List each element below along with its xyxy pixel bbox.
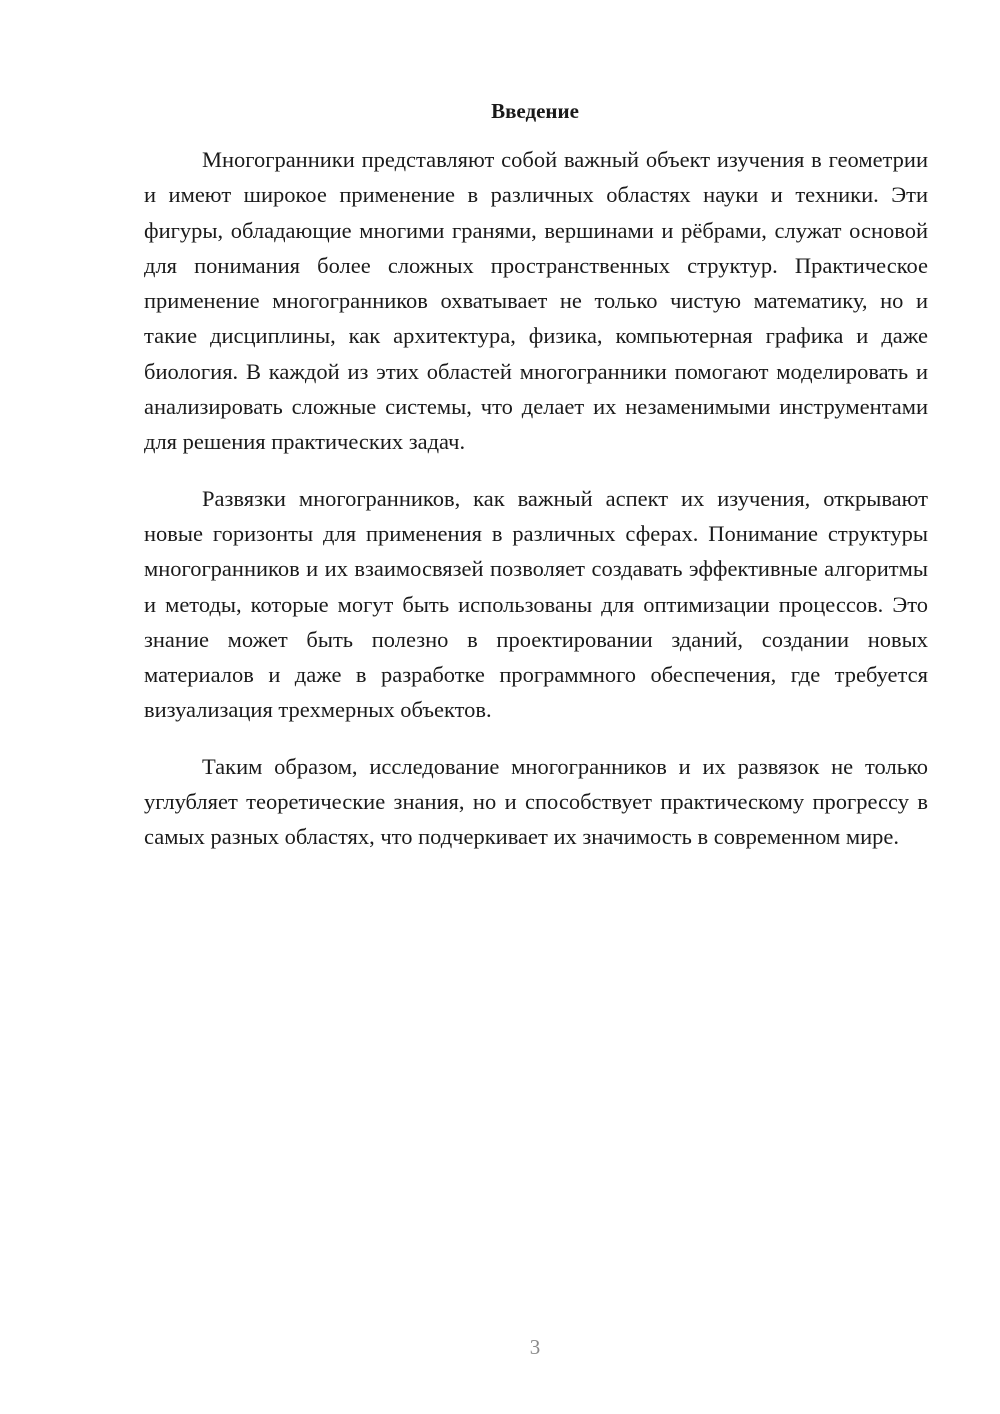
paragraph-3: Таким образом, исследование многогранников и их развязок не только углубляет теоретические знания, но и способствует практическому прогрессу в самых разных областях, что подчеркивает их значимость в современном мире. <box>144 753 928 850</box>
body-text <box>144 142 928 876</box>
paragraph-1: Многогранники представляют собой важный объект изучения в геометрии и имеют широкое применение в различных областях науки и техники. Эти фигуры, обладающие многими гранями, вершинами и рёбрами, служат основой для понимания более сложных пространственных структур. Практическое применение многогранников охватывает не только чистую математику, но и такие дисциплины, как архитектура, физика, компьютерная графика и даже биология. В каждой из этих областей многогранники помогают моделировать и анализировать сложные системы, что делает их незаменимыми инструментами для решения практических задач. <box>144 147 928 455</box>
page-number: 3 <box>529 1335 541 1359</box>
paragraph-2: Развязки многогранников, как важный аспект их изучения, открывают новые горизонты для применения в различных сферах. Понимание структуры многогранников и их взаимосвязей позволяет создавать эффективные алгоритмы и методы, которые могут быть использованы для оптимизации процессов. Это знание может быть полезно в проектировании зданий, создании новых материалов и даже в разработке программного обеспечения, где требуется визуализация трехмерных объектов. <box>144 485 928 723</box>
section-heading: Введение <box>491 99 579 123</box>
